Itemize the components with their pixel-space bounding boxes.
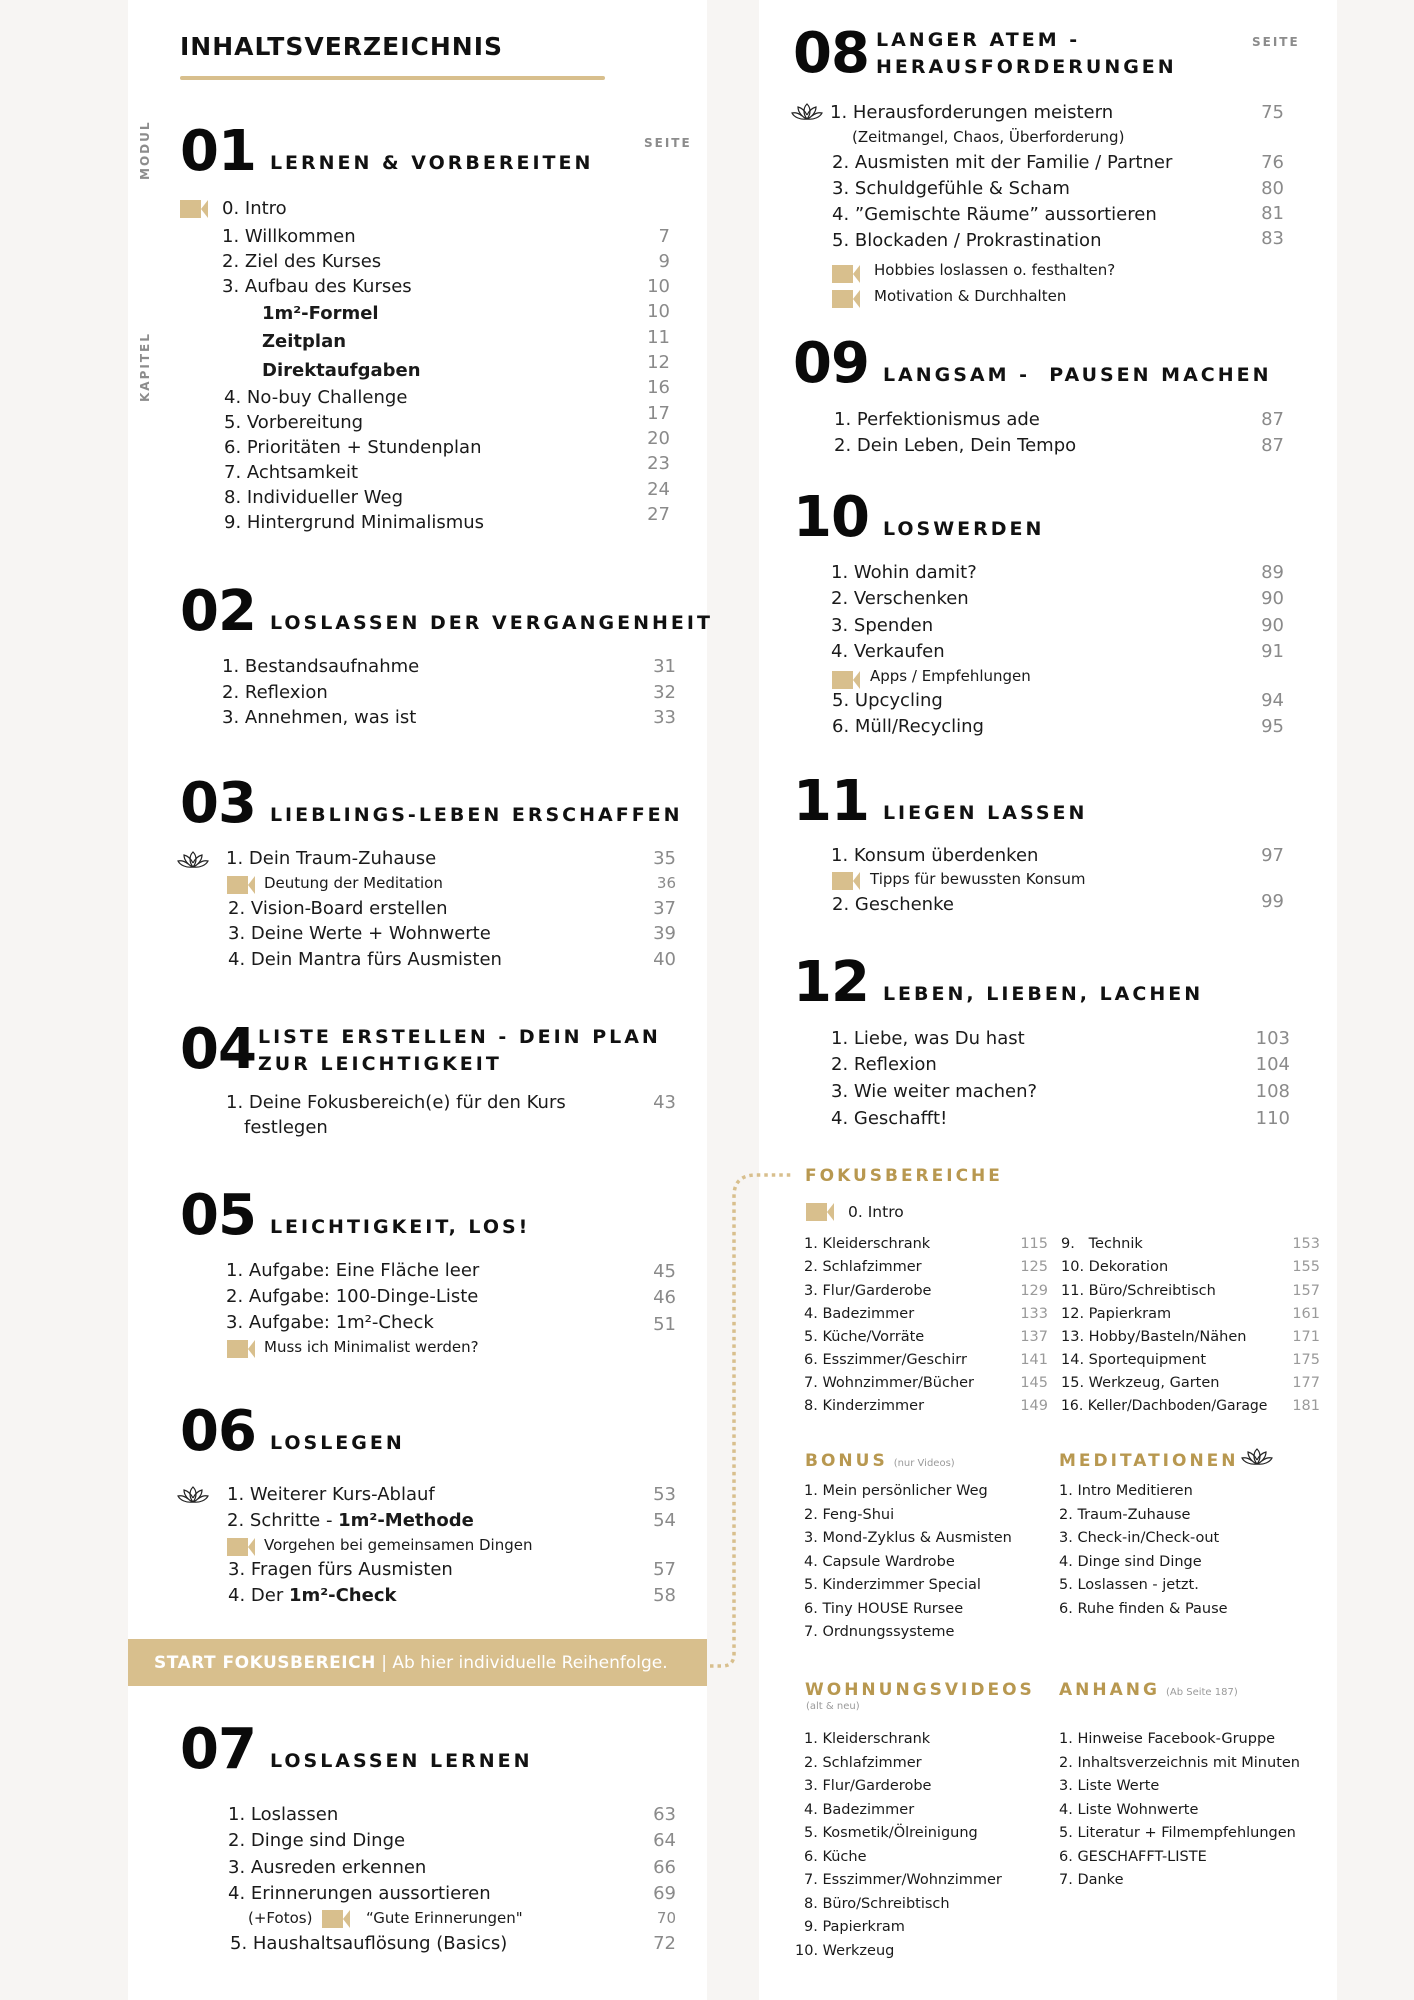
chapter-item[interactable]: 2. Vision-Board erstellen [228,898,448,919]
module-08-title-line2: HERAUSFORDERUNGEN [876,56,1177,78]
wohnungsvideo-item[interactable]: 10. Werkzeug [795,1942,895,1959]
module-title: LOSLEGEN [269,1432,405,1455]
page-number: 110 [1255,1108,1290,1129]
meditation-item[interactable]: 5. Loslassen - jetzt. [1059,1577,1199,1593]
chapter-subitem[interactable]: Direktaufgaben [262,360,421,381]
module-number: 12 [793,950,869,1015]
page-number: 12 [647,352,670,373]
page-number: 81 [1261,203,1284,224]
page-number: 35 [653,848,676,869]
chapter-subitem[interactable]: 1m²-Formel [262,303,379,324]
page-number: 36 [656,874,676,892]
page-number: 94 [1261,690,1284,711]
module-title: LOSWERDEN [882,518,1045,541]
fokus-item[interactable]: 7. Wohnzimmer/Bücher [804,1375,975,1391]
anhang-list [1059,1731,1300,1896]
page-number: 95 [1261,716,1284,737]
anhang-item[interactable]: 2. Inhaltsverzeichnis mit Minuten [1059,1754,1300,1771]
chapter-item[interactable]: 5. Blockaden / Prokrastination [832,230,1102,251]
page-number: 7 [658,226,670,247]
chapter-item[interactable]: 3. Wie weiter machen? [831,1081,1038,1102]
banner-separator: | [375,1652,393,1673]
page-number: 83 [1261,228,1284,249]
bonus-item[interactable]: 6. Tiny HOUSE Rursee [804,1600,964,1617]
chapter-item[interactable]: 1. Loslassen [228,1804,339,1825]
bonus-note: (nur Videos) [893,1458,955,1469]
item-text: 2. Schritte - [227,1510,339,1531]
video-item[interactable]: Apps / Empfehlungen [870,667,1031,685]
module-08-title-line1: LANGER ATEM - [876,29,1081,51]
chapter-item[interactable]: 1. Konsum überdenken [831,845,1039,866]
page-number: 125 [1020,1259,1048,1275]
page-number: 177 [1292,1375,1320,1391]
wohnungsvideos-note: (alt & neu) [806,1701,860,1712]
chapter-item[interactable]: 7. Achtsamkeit [224,462,359,483]
page-number: 45 [653,1261,676,1282]
video-item[interactable]: Tipps für bewussten Konsum [870,870,1086,888]
chapter-item[interactable]: 3. Schuldgefühle & Scham [832,178,1070,199]
module-number: 01 [180,119,256,184]
module-number: 03 [180,771,256,836]
page-number: 161 [1292,1306,1320,1322]
chapter-item[interactable]: 6. Prioritäten + Stundenplan [224,437,482,458]
chapter-item[interactable]: 4. Geschafft! [831,1108,948,1129]
fokus-item[interactable]: 14. Sportequipment [1061,1352,1207,1368]
chapter-item[interactable]: 1. Bestandsaufnahme [222,656,420,677]
meditation-item[interactable]: 1. Intro Meditieren [1059,1483,1193,1499]
chapter-item[interactable]: 1. Dein Traum-Zuhause [226,848,437,869]
page-number: 89 [1261,562,1284,583]
page-number: 145 [1020,1375,1048,1391]
meditationen-list [1059,1483,1228,1624]
chapter-item[interactable]: 2. Reflexion [222,682,328,703]
banner-text: Ab hier individuelle Reihenfolge. [392,1652,668,1673]
page-number: 87 [1261,435,1284,456]
page-number: 137 [1020,1329,1048,1345]
page-number: 99 [1261,891,1284,912]
page-number: 9 [658,251,670,272]
page-number: 141 [1020,1352,1048,1368]
page-number: 40 [653,949,676,970]
item-text: 4. Der [228,1585,289,1606]
page-number: 11 [647,327,670,348]
meditation-item[interactable]: 3. Check-in/Check-out [1059,1530,1220,1546]
chapter-item[interactable]: 5. Vorbereitung [224,412,364,433]
chapter-item[interactable]: 9. Hintergrund Minimalismus [224,512,485,533]
chapter-item[interactable]: 2. Dinge sind Dinge [228,1830,406,1851]
chapter-item[interactable]: 5. Upcycling [832,690,943,711]
bonus-item[interactable]: 7. Ordnungssysteme [804,1624,955,1640]
page-number: 32 [653,682,676,703]
wohnungsvideo-item[interactable]: 4. Badezimmer [804,1801,915,1818]
bonus-item[interactable]: 4. Capsule Wardrobe [804,1553,955,1570]
page-number: 70 [656,1909,676,1927]
page-number: 133 [1020,1306,1048,1322]
video-item[interactable]: Hobbies loslassen o. festhalten? [874,261,1116,279]
module-number: 09 [793,331,869,396]
page-number: 31 [653,656,676,677]
bonus-item[interactable]: 2. Feng-Shui [804,1506,895,1523]
page-number: 75 [1261,102,1284,123]
chapter-item[interactable]: 3. Ausreden erkennen [228,1857,427,1878]
page-number: 91 [1261,641,1284,662]
page-number: 66 [653,1857,676,1878]
fokus-item[interactable]: 4. Badezimmer [804,1306,915,1322]
anhang-item[interactable]: 5. Literatur + Filmempfehlungen [1059,1825,1296,1841]
fokus-item[interactable]: 6. Esszimmer/Geschirr [804,1352,967,1368]
wohnungsvideo-item[interactable]: 8. Büro/Schreibtisch [804,1895,950,1912]
meditation-item[interactable]: 4. Dinge sind Dinge [1059,1553,1202,1570]
page-number: 181 [1292,1398,1320,1414]
page-number: 43 [653,1092,676,1113]
module-04-title-line2: ZUR LEICHTIGKEIT [258,1053,502,1075]
chapter-item[interactable]: 2. Verschenken [831,588,969,609]
page-number: 115 [1020,1236,1048,1252]
chapter-item[interactable]: 1. Perfektionismus ade [834,409,1040,430]
page-number: 39 [653,923,676,944]
fokus-item[interactable]: 9. Technik [1061,1236,1143,1252]
chapter-item[interactable]: 1. Liebe, was Du hast [831,1028,1025,1049]
chapter-item[interactable]: 2. Ziel des Kurses [222,251,382,272]
wohnungsvideo-item[interactable]: 6. Küche [804,1848,867,1865]
page-number: 90 [1261,615,1284,636]
fokus-item[interactable]: 16. Keller/Dachboden/Garage [1061,1398,1268,1414]
wohnungsvideo-item[interactable]: 7. Esszimmer/Wohnzimmer [804,1872,1002,1888]
anhang-item[interactable]: 4. Liste Wohnwerte [1059,1801,1199,1818]
chapter-item[interactable]: 4. Verkaufen [831,641,945,662]
page-number: 157 [1292,1283,1320,1299]
chapter-item[interactable]: 2. Geschenke [832,894,954,915]
module-number: 11 [793,769,869,834]
page-number: 129 [1020,1283,1048,1299]
page-number: 23 [647,453,670,474]
module-title: LANGSAM - PAUSEN MACHEN [882,364,1272,387]
page-number: 63 [653,1804,676,1825]
wohnungsvideo-item[interactable]: 5. Kosmetik/Ölreinigung [804,1825,978,1841]
side-label-kapitel: KAPITEL [138,332,152,402]
chapter-item[interactable]: 3. Aufgabe: 1m²-Check [226,1312,434,1333]
page-number: 10 [647,276,670,297]
seite-label-right: SEITE [1252,35,1300,49]
module-number: 02 [180,579,256,644]
module-04-number: 04 [180,1017,256,1082]
page-number: 46 [653,1287,676,1308]
anhang-item[interactable]: 1. Hinweise Facebook-Gruppe [1059,1731,1276,1747]
chapter-item[interactable]: 3. Fragen fürs Ausmisten [228,1559,453,1580]
meditationen-heading: MEDITATIONEN [1059,1451,1239,1471]
wohnungsvideo-item[interactable]: 2. Schlafzimmer [804,1754,922,1771]
module-04-title-line1: LISTE ERSTELLEN - DEIN PLAN [258,1026,661,1048]
module-number: 06 [180,1399,256,1464]
chapter-item[interactable]: 4. No-buy Challenge [224,387,408,408]
video-icon [806,1203,834,1221]
page-number: 37 [653,898,676,919]
module-title: LIEBLINGS-LEBEN ERSCHAFFEN [269,804,683,827]
video-item[interactable]: Vorgehen bei gemeinsamen Dingen [264,1536,533,1554]
chapter-subitem[interactable]: Zeitplan [262,331,347,352]
page-number: 171 [1292,1329,1320,1345]
page-number: 51 [653,1314,676,1335]
page-number: 175 [1292,1352,1320,1368]
module-number: 10 [793,485,869,550]
chapter-item[interactable]: 1. Aufgabe: Eine Fläche leer [226,1260,480,1281]
page-number: 90 [1261,588,1284,609]
fokus-item[interactable]: 11. Büro/Schreibtisch [1061,1283,1216,1299]
fokus-item[interactable]: 8. Kinderzimmer [804,1398,925,1414]
chapter-item[interactable]: 1. Herausforderungen meistern [830,102,1114,123]
wohnungsvideo-item[interactable]: 3. Flur/Garderobe [804,1778,932,1794]
wohnungsvideos-list [795,1731,1002,1966]
fokus-item[interactable]: 3. Flur/Garderobe [804,1283,932,1299]
chapter-item[interactable]: 3. Annehmen, was ist [222,707,417,728]
page-number: 10 [647,301,670,322]
page-number: 155 [1292,1259,1320,1275]
video-item[interactable]: Muss ich Minimalist werden? [264,1338,479,1356]
chapter-item[interactable]: 2. Aufgabe: 100-Dinge-Liste [226,1286,479,1307]
fokusbereiche-heading: FOKUSBEREICHE [805,1166,1003,1186]
page-number: 57 [653,1559,676,1580]
anhang-item[interactable]: 7. Danke [1059,1872,1124,1888]
chapter-item[interactable]: 1. Willkommen [222,226,356,247]
module-title: LOSLASSEN LERNEN [269,1750,533,1773]
wohnungsvideo-item[interactable]: 9. Papierkram [804,1919,905,1935]
seite-label-left: SEITE [644,136,692,150]
page-number: 24 [647,479,670,500]
module-title: LIEGEN LASSEN [882,802,1088,825]
page-number: 72 [653,1933,676,1954]
toc-title: INHALTSVERZEICHNIS [180,32,504,61]
chapter-item[interactable]: 1. Weiterer Kurs-Ablauf [227,1484,435,1505]
chapter-item[interactable]: 2. Dein Leben, Dein Tempo [834,435,1077,456]
item-bold-text: 1m²-Check [288,1585,397,1606]
page-number: 17 [647,403,670,424]
module-title: LEBEN, LIEBEN, LACHEN [882,983,1204,1006]
chapter-item-note: (+Fotos) [248,1909,313,1927]
page-number: 58 [653,1585,676,1606]
chapter-item[interactable]: 1. Wohin damit? [831,562,977,583]
anhang-note: (Ab Seite 187) [1165,1687,1238,1698]
page-number: 108 [1255,1081,1290,1102]
chapter-item-continued: festlegen [244,1117,328,1138]
chapter-item[interactable]: 2. Reflexion [831,1054,937,1075]
fokus-item[interactable]: 13. Hobby/Basteln/Nähen [1061,1329,1247,1345]
bonus-list [804,1483,1012,1648]
chapter-item[interactable]: 5. Haushaltsauflösung (Basics) [230,1933,508,1954]
chapter-item[interactable]: 3. Aufbau des Kurses [222,276,412,297]
fokus-item[interactable]: 10. Dekoration [1061,1259,1169,1275]
banner-strong: START FOKUSBEREICH [154,1652,376,1673]
bonus-item[interactable]: 5. Kinderzimmer Special [804,1577,981,1593]
anhang-item[interactable]: 6. GESCHAFFT-LISTE [1059,1848,1207,1865]
module-08-number: 08 [793,21,869,86]
fokus-item[interactable]: 2. Schlafzimmer [804,1259,922,1275]
bonus-heading [805,1451,955,1471]
video-item[interactable]: Motivation & Durchhalten [874,287,1067,305]
page-number: 16 [647,377,670,398]
page-number: 149 [1020,1398,1048,1414]
chapter-item[interactable]: 1. Deine Fokusbereich(e) für den Kurs [226,1092,566,1113]
module-number: 07 [180,1717,256,1782]
lotus-icon [1240,1447,1274,1467]
page-number: 33 [653,707,676,728]
page-number: 80 [1261,178,1284,199]
page-number: 54 [653,1510,676,1531]
module-title: LERNEN & VORBEREITEN [269,152,594,175]
page-number: 103 [1255,1028,1290,1049]
page-number: 153 [1292,1236,1320,1252]
page-number: 20 [647,428,670,449]
page-number: 76 [1261,152,1284,173]
bonus-title: BONUS [805,1451,888,1471]
chapter-item[interactable]: 3. Spenden [831,615,934,636]
chapter-item[interactable]: 4. Dein Mantra fürs Ausmisten [228,949,502,970]
wohnungsvideo-item[interactable]: 1. Kleiderschrank [804,1731,931,1747]
anhang-item[interactable]: 3. Liste Werte [1059,1778,1160,1794]
fokus-intro[interactable]: 0. Intro [848,1203,904,1221]
side-label-modul: MODUL [138,120,152,180]
module-title: LEICHTIGKEIT, LOS! [269,1216,531,1239]
meditation-item[interactable]: 6. Ruhe finden & Pause [1059,1600,1228,1617]
video-item[interactable]: “Gute Erinnerungen" [366,1909,523,1927]
chapter-item[interactable]: 4. ”Gemischte Räume” aussortieren [832,204,1157,225]
video-item[interactable]: Deutung der Meditation [264,874,443,892]
meditation-item[interactable]: 2. Traum-Zuhause [1059,1506,1191,1523]
fokus-item[interactable]: 5. Küche/Vorräte [804,1329,925,1345]
chapter-item[interactable]: 3. Deine Werte + Wohnwerte [228,923,491,944]
page-number: 53 [653,1484,676,1505]
chapter-item[interactable]: 6. Müll/Recycling [832,716,984,737]
chapter-item[interactable]: 0. Intro [222,198,287,219]
bonus-item[interactable]: 1. Mein persönlicher Weg [804,1483,988,1499]
page-number: 69 [653,1883,676,1904]
item-bold-text: 1m²-Methode [338,1510,474,1531]
anhang-title: ANHANG [1059,1680,1160,1700]
fokus-item[interactable]: 12. Papierkram [1061,1306,1172,1322]
chapter-item-note: (Zeitmangel, Chaos, Überforderung) [852,128,1125,146]
page-number: 104 [1255,1054,1290,1075]
chapter-item[interactable]: 2. Ausmisten mit der Familie / Partner [832,152,1173,173]
page-number: 27 [647,504,670,525]
module-number: 05 [180,1183,256,1248]
anhang-heading [1059,1680,1238,1700]
wohnungsvideos-heading: WOHNUNGSVIDEOS [805,1680,1035,1700]
bonus-item[interactable]: 3. Mond-Zyklus & Ausmisten [804,1530,1012,1546]
page-number: 97 [1261,845,1284,866]
page-number: 87 [1261,409,1284,430]
fokus-item[interactable]: 1. Kleiderschrank [804,1236,931,1252]
chapter-item[interactable]: 8. Individueller Weg [224,487,404,508]
fokus-item[interactable]: 15. Werkzeug, Garten [1061,1375,1220,1391]
module-title: LOSLASSEN DER VERGANGENHEIT [269,612,713,635]
chapter-item[interactable]: 4. Erinnerungen aussortieren [228,1883,491,1904]
page-number: 64 [653,1830,676,1851]
